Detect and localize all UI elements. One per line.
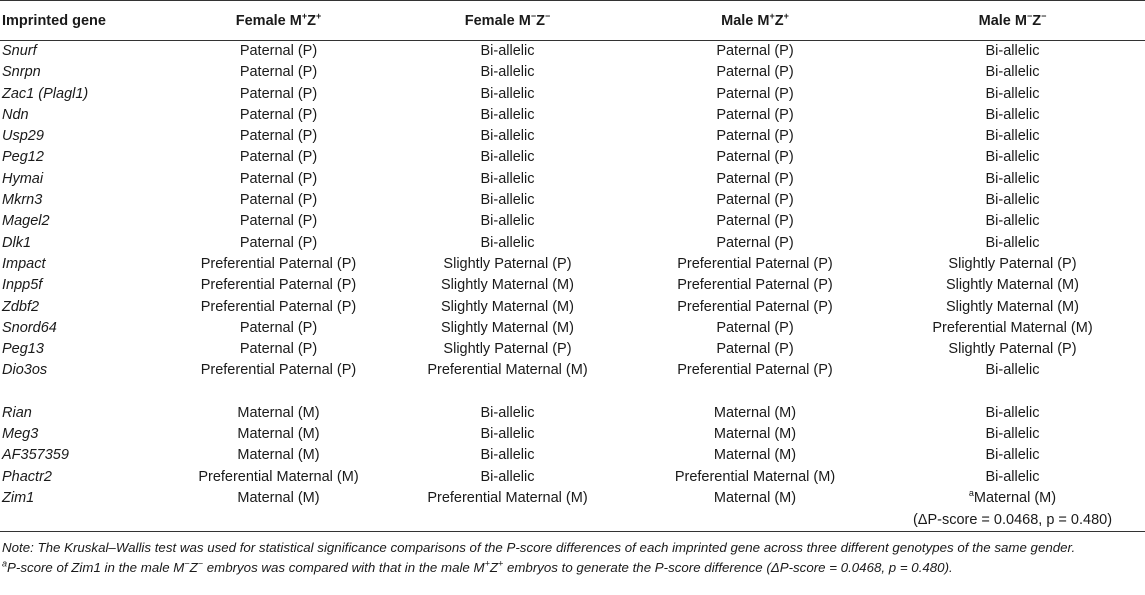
allelic-status: Preferential Maternal (M) [674, 468, 836, 485]
gene-name-cell [0, 318, 172, 339]
allelic-status-cell [172, 105, 385, 126]
gene-name: Peg13 [2, 341, 44, 358]
allelic-status-cell [880, 403, 1145, 424]
allelic-status-cell [630, 190, 880, 211]
allelic-status: Bi-allelic [480, 192, 535, 209]
allelic-status: Paternal (P) [239, 128, 318, 145]
allelic-status: Paternal (P) [716, 149, 794, 166]
allelic-status: Bi-allelic [480, 128, 535, 145]
allelic-status: Bi-allelic [985, 362, 1040, 379]
allelic-status-cell [385, 233, 630, 254]
allelic-status-cell [385, 254, 630, 275]
allelic-status-cell [172, 254, 385, 275]
allelic-status: Bi-allelic [480, 468, 535, 485]
allelic-status-cell [880, 445, 1145, 466]
allelic-status: Paternal (P) [239, 341, 318, 358]
allelic-status: Paternal (P) [716, 213, 794, 230]
allelic-status-cell [880, 126, 1145, 147]
allelic-status: Slightly Maternal (M) [441, 277, 574, 294]
allelic-status: Bi-allelic [985, 468, 1040, 485]
allelic-status: Bi-allelic [985, 192, 1040, 209]
header-gene: Imprinted gene [2, 12, 106, 29]
table-row [0, 190, 1145, 211]
allelic-status-cell [172, 297, 385, 318]
table-row [0, 84, 1145, 105]
table-row [0, 339, 1145, 360]
allelic-status-cell [880, 297, 1145, 318]
allelic-status: Paternal (P) [239, 85, 318, 102]
allelic-status-cell [630, 424, 880, 445]
allelic-status: Slightly Maternal (M) [441, 319, 574, 336]
allelic-status-cell [172, 41, 385, 63]
allelic-status: Bi-allelic [985, 213, 1040, 230]
allelic-status-cell [172, 339, 385, 360]
allelic-status: Bi-allelic [480, 106, 535, 123]
table-row [0, 318, 1145, 339]
allelic-status-cell [630, 62, 880, 83]
spacer-cell [0, 382, 172, 403]
gene-name-cell [0, 233, 172, 254]
group-spacer [0, 382, 1145, 403]
allelic-status-cell [880, 318, 1145, 339]
allelic-status-cell [630, 105, 880, 126]
allelic-status: Preferential Paternal (P) [200, 255, 357, 272]
allelic-status: Bi-allelic [480, 170, 535, 187]
allelic-status-cell [630, 126, 880, 147]
allelic-status: Preferential Maternal (M) [198, 468, 359, 485]
gene-name: Ndn [2, 106, 29, 123]
allelic-status: Preferential Maternal (M) [427, 489, 588, 506]
gene-name: Zim1 [2, 489, 35, 506]
allelic-status: Paternal (P) [716, 64, 794, 81]
table-row [0, 254, 1145, 275]
note-kruskal: Note: The Kruskal–Wallis test was used for statistical significance comparisons of the P-score differences of each imprinted gene across three different genotypes of the same gender. [2, 540, 1076, 556]
allelic-status: Preferential Paternal (P) [200, 277, 357, 294]
allelic-status-cell [630, 147, 880, 168]
header-male-mpzp: Male M+Z+ [721, 10, 789, 29]
gene-name-cell [0, 147, 172, 168]
allelic-status-cell [385, 105, 630, 126]
allelic-status-cell [880, 84, 1145, 105]
gene-name-cell [0, 126, 172, 147]
note-zim1: $^a$P-score of Zim1 in the male M−Z− embryos was compared with that in the male M+Z+ embryos to generate the P-score difference (ΔP-score = 0.0468, p = 0.480). [2, 558, 953, 576]
allelic-status-cell [172, 147, 385, 168]
table-row [0, 488, 1145, 509]
table-row-extra [0, 509, 1145, 532]
allelic-status: Paternal (P) [716, 106, 794, 123]
allelic-status: Maternal (M) [237, 404, 320, 421]
allelic-status: Maternal (M) [237, 447, 320, 464]
allelic-status-cell [630, 254, 880, 275]
allelic-status: Maternal (M) [713, 426, 797, 443]
table-header [0, 1, 1145, 41]
allelic-status-cell [880, 360, 1145, 381]
allelic-status-cell [172, 169, 385, 190]
table-row [0, 211, 1145, 232]
gene-name: Inpp5f [2, 277, 43, 294]
allelic-status: Maternal (M) [713, 489, 797, 506]
allelic-status: Paternal (P) [716, 234, 794, 251]
allelic-status-cell [630, 233, 880, 254]
gene-name: Magel2 [2, 213, 50, 230]
gene-name: Snord64 [2, 319, 57, 336]
allelic-status: Preferential Paternal (P) [677, 298, 833, 315]
allelic-status: Slightly Maternal (M) [441, 298, 574, 315]
table-row [0, 445, 1145, 466]
allelic-status-cell [630, 360, 880, 381]
allelic-status-cell [630, 488, 880, 509]
allelic-status: Slightly Paternal (P) [443, 341, 572, 358]
empty-cell [630, 509, 880, 532]
allelic-status-cell [880, 275, 1145, 296]
spacer-cell [630, 382, 880, 403]
allelic-status: Bi-allelic [985, 43, 1040, 59]
allelic-status-cell [385, 488, 630, 509]
allelic-status: Paternal (P) [239, 43, 318, 59]
allelic-status: Slightly Paternal (P) [948, 255, 1077, 272]
allelic-status-cell [385, 84, 630, 105]
allelic-status-cell [385, 41, 630, 63]
allelic-status-cell [385, 169, 630, 190]
allelic-status-cell [385, 190, 630, 211]
gene-name-cell [0, 105, 172, 126]
allelic-status-cell [880, 254, 1145, 275]
table-notes [0, 532, 1145, 578]
gene-name-cell [0, 488, 172, 509]
table-row [0, 147, 1145, 168]
allelic-status-cell [630, 169, 880, 190]
allelic-status: Preferential Maternal (M) [932, 319, 1093, 336]
allelic-status-cell [880, 467, 1145, 488]
allelic-status-cell [385, 147, 630, 168]
allelic-status: Bi-allelic [985, 106, 1040, 123]
allelic-status-cell [385, 275, 630, 296]
allelic-status-cell [172, 488, 385, 509]
gene-name-cell [0, 211, 172, 232]
allelic-status-cell [880, 190, 1145, 211]
allelic-status-cell [172, 467, 385, 488]
gene-name: Meg3 [2, 426, 39, 443]
allelic-status: Bi-allelic [480, 447, 535, 464]
allelic-status-cell [880, 105, 1145, 126]
allelic-status: Bi-allelic [985, 404, 1040, 421]
allelic-status-cell [385, 339, 630, 360]
allelic-status: Maternal (M) [713, 404, 797, 421]
table-row [0, 467, 1145, 488]
gene-name: Phactr2 [2, 468, 52, 485]
allelic-status-cell [172, 233, 385, 254]
allelic-status: Slightly Paternal (P) [443, 255, 572, 272]
allelic-status: Paternal (P) [239, 213, 318, 230]
allelic-status: Slightly Maternal (M) [946, 298, 1079, 315]
allelic-status-cell [385, 211, 630, 232]
allelic-status-cell [630, 403, 880, 424]
gene-name: Impact [2, 255, 46, 272]
header-row [0, 1, 1145, 41]
allelic-status: Preferential Maternal (M) [427, 362, 588, 379]
allelic-status-cell [172, 403, 385, 424]
allelic-status: Bi-allelic [985, 149, 1040, 166]
spacer-cell [385, 382, 630, 403]
table-row [0, 62, 1145, 83]
table-row [0, 126, 1145, 147]
allelic-status: Bi-allelic [480, 43, 535, 59]
allelic-status: Bi-allelic [480, 149, 535, 166]
allelic-status-cell [880, 424, 1145, 445]
allelic-status: Maternal (M) [973, 489, 1057, 506]
allelic-status: Bi-allelic [985, 128, 1040, 145]
allelic-status: Bi-allelic [480, 85, 535, 102]
allelic-status: Bi-allelic [480, 234, 535, 251]
header-female-mpzp: Female M+Z+ [235, 10, 322, 29]
allelic-status: Bi-allelic [480, 426, 535, 443]
allelic-status: Bi-allelic [985, 426, 1040, 443]
allelic-status: Slightly Maternal (M) [946, 277, 1079, 294]
table-row [0, 275, 1145, 296]
spacer-cell [880, 382, 1145, 403]
gene-name: Mkrn3 [2, 192, 43, 209]
allelic-status-cell [630, 211, 880, 232]
allelic-status-cell [630, 297, 880, 318]
allelic-status-cell [385, 126, 630, 147]
table-body [0, 41, 1145, 532]
gene-name-cell [0, 190, 172, 211]
allelic-status: Maternal (M) [237, 489, 320, 506]
allelic-status-cell [630, 41, 880, 63]
allelic-status: Bi-allelic [985, 234, 1040, 251]
table-row [0, 169, 1145, 190]
allelic-status: Preferential Paternal (P) [200, 298, 357, 315]
gene-name-cell [0, 297, 172, 318]
allelic-status: Paternal (P) [239, 170, 318, 187]
allelic-status: Preferential Paternal (P) [200, 362, 357, 379]
gene-name: AF357359 [2, 447, 69, 464]
allelic-status-cell [172, 424, 385, 445]
gene-name-cell [0, 169, 172, 190]
allelic-status: Paternal (P) [239, 319, 318, 336]
allelic-status: Bi-allelic [480, 64, 535, 81]
gene-name-cell [0, 275, 172, 296]
allelic-status: Maternal (M) [237, 426, 320, 443]
allelic-status: Paternal (P) [716, 43, 794, 59]
footnote-marker: a [968, 488, 974, 499]
allelic-status-cell [385, 318, 630, 339]
allelic-status-cell [172, 445, 385, 466]
allelic-status: Bi-allelic [480, 213, 535, 230]
allelic-status: Paternal (P) [716, 128, 794, 145]
gene-name: Usp29 [2, 128, 44, 145]
allelic-status-cell [172, 211, 385, 232]
table-row [0, 233, 1145, 254]
allelic-status: Preferential Paternal (P) [677, 277, 833, 294]
gene-name: Rian [2, 404, 32, 421]
allelic-status: Paternal (P) [716, 192, 794, 209]
header-female-mmzm: Female M−Z− [464, 10, 551, 29]
allelic-status: Paternal (P) [239, 106, 318, 123]
allelic-status-cell [630, 467, 880, 488]
allelic-status: Maternal (M) [713, 447, 797, 464]
allelic-status-cell [385, 424, 630, 445]
allelic-status-cell [385, 403, 630, 424]
allelic-status-cell [172, 62, 385, 83]
allelic-status: Paternal (P) [716, 319, 794, 336]
allelic-status: Paternal (P) [716, 341, 794, 358]
allelic-status: Paternal (P) [239, 192, 318, 209]
gene-name-cell [0, 41, 172, 63]
table-row [0, 297, 1145, 318]
gene-name-cell [0, 445, 172, 466]
empty-cell [0, 509, 172, 532]
allelic-status-cell [880, 339, 1145, 360]
allelic-status: Preferential Paternal (P) [677, 362, 833, 379]
gene-name: Snurf [2, 43, 37, 59]
allelic-status-cell [385, 360, 630, 381]
allelic-status-cell [880, 62, 1145, 83]
gene-name: Snrpn [2, 64, 41, 81]
allelic-status-cell [385, 445, 630, 466]
gene-name-cell [0, 62, 172, 83]
allelic-status-cell [385, 62, 630, 83]
allelic-status-cell [880, 169, 1145, 190]
table-row [0, 41, 1145, 63]
gene-name: Zdbf2 [2, 298, 40, 315]
allelic-status: Bi-allelic [480, 404, 535, 421]
gene-alias: (Plagl1) [38, 85, 89, 102]
allelic-status-cell [385, 297, 630, 318]
gene-name: Zac1 [2, 85, 35, 102]
allelic-status-cell [630, 84, 880, 105]
empty-cell [172, 509, 385, 532]
allelic-status-cell [172, 318, 385, 339]
allelic-status: Paternal (P) [239, 149, 318, 166]
allelic-status-cell [880, 211, 1145, 232]
allelic-status-cell [880, 233, 1145, 254]
allelic-status-cell [630, 445, 880, 466]
allelic-status-cell [630, 318, 880, 339]
gene-name-cell [0, 360, 172, 381]
allelic-status: Slightly Paternal (P) [948, 341, 1077, 358]
allelic-status: Bi-allelic [985, 64, 1040, 81]
allelic-status-cell [172, 126, 385, 147]
delta-pscore-cell: (ΔP-score = 0.0468, p = 0.480) [912, 512, 1113, 529]
allelic-status: Bi-allelic [985, 170, 1040, 187]
allelic-status: Paternal (P) [716, 170, 794, 187]
header-male-mmzm: Male M−Z− [978, 10, 1047, 29]
allelic-status-cell [172, 275, 385, 296]
empty-cell [385, 509, 630, 532]
allelic-status: Bi-allelic [985, 85, 1040, 102]
allelic-status: Paternal (P) [239, 234, 318, 251]
allelic-status-cell [172, 360, 385, 381]
gene-name: Dio3os [2, 362, 48, 379]
allelic-status-cell [630, 275, 880, 296]
allelic-status-cell [880, 488, 1145, 509]
allelic-status-cell [385, 467, 630, 488]
gene-name-cell [0, 84, 172, 105]
gene-name: Hymai [2, 170, 44, 187]
gene-name-cell [0, 424, 172, 445]
allelic-status-cell [880, 147, 1145, 168]
gene-name-cell [0, 467, 172, 488]
gene-name: Dlk1 [2, 234, 32, 251]
allelic-status: Paternal (P) [239, 64, 318, 81]
allelic-status-cell [880, 41, 1145, 63]
gene-name-cell [0, 254, 172, 275]
table-row [0, 424, 1145, 445]
gene-name-cell [0, 403, 172, 424]
allelic-status-cell [172, 190, 385, 211]
gene-name: Peg12 [2, 149, 44, 166]
table-row [0, 360, 1145, 381]
table-row [0, 403, 1145, 424]
allelic-status-cell [630, 339, 880, 360]
spacer-cell [172, 382, 385, 403]
allelic-status: Paternal (P) [716, 85, 794, 102]
allelic-status-cell [172, 84, 385, 105]
table-row [0, 105, 1145, 126]
gene-name-cell [0, 339, 172, 360]
allelic-status: Bi-allelic [985, 447, 1040, 464]
allelic-status: Preferential Paternal (P) [677, 255, 833, 272]
